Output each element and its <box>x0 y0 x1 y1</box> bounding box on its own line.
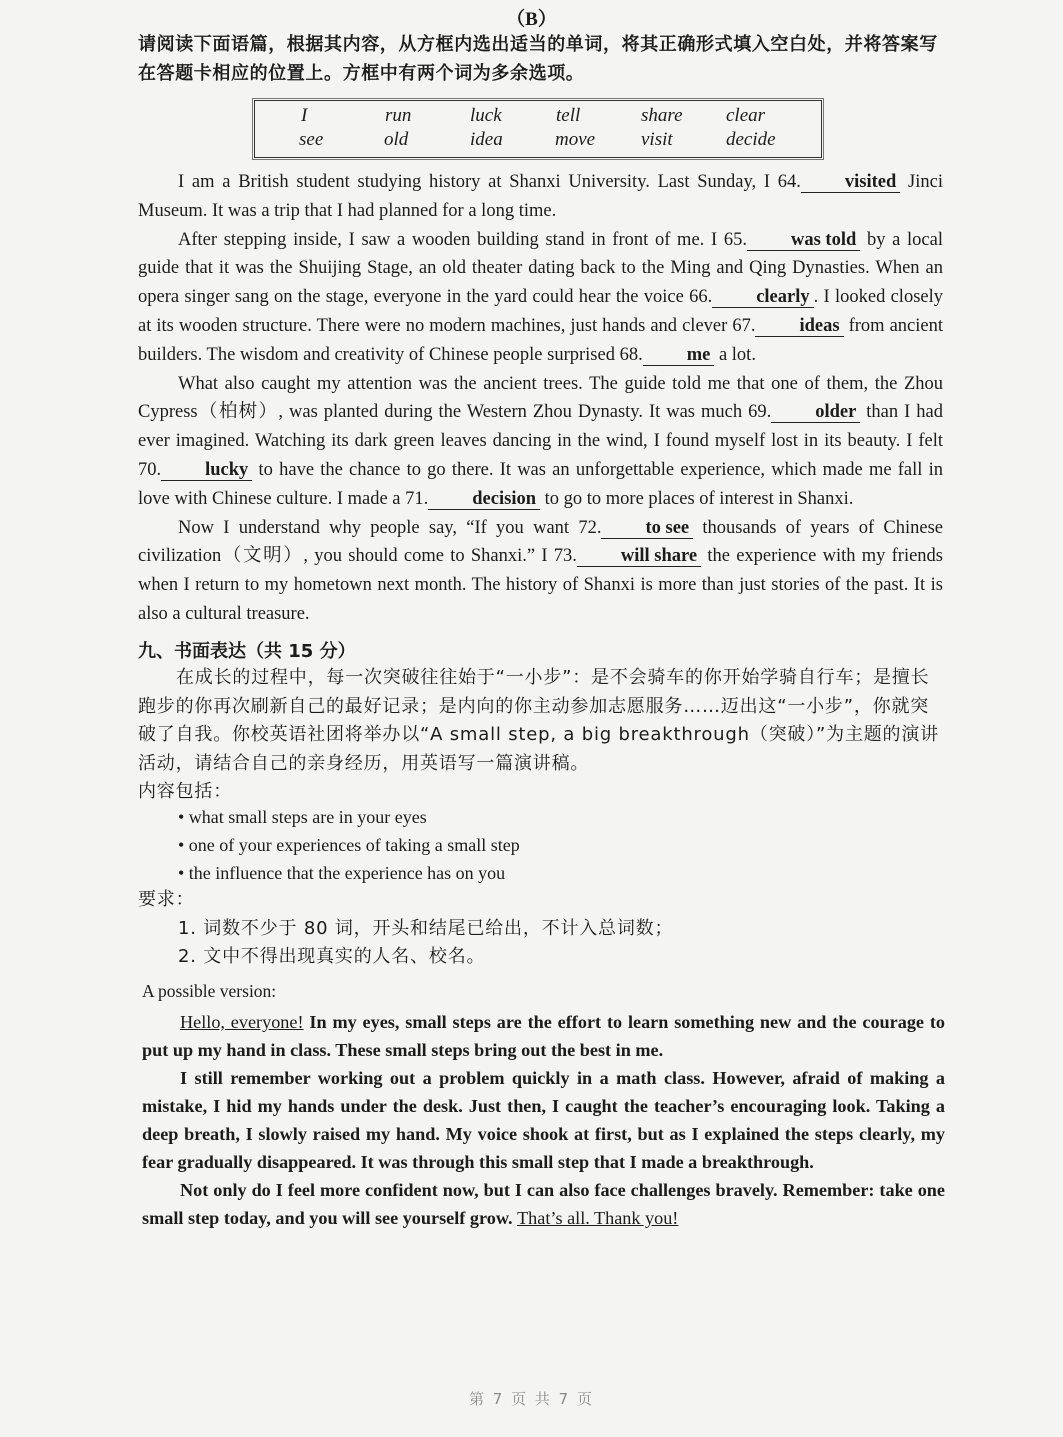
passage-text: I am a British student studying history at Shanxi University. Last Sunday, I 64. <box>178 172 801 192</box>
answer-71: decision <box>428 489 540 510</box>
word-box-item: clear <box>726 105 766 126</box>
passage-text: What also caught my attention was the ancient trees. The guide told me that one of them, the Zhou Cypress（柏树）, was planted during the Western Zhou Dynasty. It was much 69. <box>138 373 943 423</box>
requirement-item: 2. 文中不得出现真实的人名、校名。 <box>178 946 486 967</box>
answer-66: clearly <box>712 287 813 308</box>
content-bullets <box>178 803 520 887</box>
answer-70: lucky <box>161 460 252 481</box>
essay-text: In my eyes, small steps are the effort to learn something new and the courage to put up my hand in class. These small steps bring out the best in me. <box>142 1012 945 1060</box>
passage-text: the experience with my friends when I return to my hometown next month. The history of Shanxi is more than just stories of the past. It is also a cultural treasure. <box>138 546 944 624</box>
essay-opening: Hello, everyone! <box>180 1012 304 1032</box>
passage-paragraph <box>138 514 943 629</box>
page-number: 第 7 页 共 7 页 <box>469 1390 594 1408</box>
word-box-item: visit <box>641 129 673 150</box>
passage-paragraph <box>138 168 943 226</box>
word-box-item: old <box>384 129 409 150</box>
bullet-item: • what small steps are in your eyes <box>178 807 427 827</box>
requirements <box>138 886 943 972</box>
essay-paragraph <box>142 1008 945 1064</box>
answer-69: older <box>771 402 860 423</box>
word-box-item: tell <box>556 105 581 126</box>
instructions: 请阅读下面语篇，根据其内容，从方框内选出适当的单词，将其正确形式填入空白处，并将答案写在答题卡相应的位置上。方框中有两个词为多余选项。 <box>138 34 938 84</box>
writing-section-header: 九、书面表达（共 15 分） <box>138 641 356 662</box>
requirement-item: 1. 词数不少于 80 词，开头和结尾已给出，不计入总词数； <box>178 917 674 939</box>
essay-paragraph <box>142 1176 945 1232</box>
word-box <box>254 100 822 158</box>
passage-paragraph <box>138 370 943 514</box>
answer-65: was told <box>747 230 860 251</box>
word-box-item: share <box>641 105 683 126</box>
reading-passage <box>138 168 943 629</box>
word-box-item: decide <box>726 129 776 150</box>
word-box-item: move <box>555 129 596 150</box>
answer-67: ideas <box>755 316 843 337</box>
passage-text: Jinci Museum. It was a trip that I had planned for a long time. <box>138 172 943 221</box>
passage-text: to have the chance to go there. It was an unforgettable experience, which made me fall in love with Chinese culture. I made a 71. <box>138 459 943 509</box>
answer-64: visited <box>801 172 900 193</box>
passage-paragraph <box>138 226 943 370</box>
passage-text: a lot. <box>714 344 756 365</box>
passage-text: . I looked closely at its wooden structure. There were no modern machines, just hands and clever 67. <box>138 287 943 336</box>
requirements-label: 要求： <box>138 889 195 910</box>
sample-essay <box>142 1008 945 1232</box>
writing-prompt-text: 在成长的过程中，每一次突破往往始于“一小步”：是不会骑车的你开始学骑自行车；是擅长跑步的你再次刷新自己的最好记录；是内向的你主动参加志愿服务……迈出这“一小步”，你就突破了自我。你校英语社团将举办以“A small step, a big breakthrough（突破）”为主题的演讲活动，请结合自己的亲身经历，用英语写一篇演讲稿。 <box>138 667 939 774</box>
word-box-item: I <box>301 105 308 126</box>
bullet-item: • one of your experiences of taking a small step <box>178 835 520 855</box>
answer-68: me <box>643 345 715 366</box>
section-label: （B） <box>506 9 557 30</box>
essay-paragraph: I still remember working out a problem quickly in a math class. However, afraid of making a mistake, I hid my hands under the desk. Just then, I caught the teacher’s encouraging look. Taking a deep breath, I slowly raised my hand. My voice shook at first, but as I explained the steps clearly, my fear gradually disappeared. It was through this small step that I made a breakthrough. <box>142 1068 945 1172</box>
bullet-item: • the influence that the experience has on you <box>178 863 506 883</box>
content-label: 内容包括： <box>138 781 232 802</box>
answer-73: will share <box>577 546 701 567</box>
passage-text: thousands of years of Chinese civilization（文明）, you should come to Shanxi.” I 73. <box>138 517 943 567</box>
essay-closing: That’s all. Thank you! <box>517 1208 679 1228</box>
word-box-item: run <box>385 105 412 126</box>
passage-text: by a local guide that it was the Shuijing Stage, an old theater dating back to the Ming and Qing Dynasties. When an opera singer sang on the stage, everyone in the yard could hear the voice 66. <box>138 229 943 308</box>
word-box-item: luck <box>470 105 502 126</box>
passage-text: to go to more places of interest in Shanxi. <box>540 488 854 509</box>
answer-72: to see <box>601 518 693 539</box>
essay-text: Not only do I feel more confident now, but I can also face challenges bravely. Remember: take one small step today, and you will see yourself grow. <box>142 1180 945 1228</box>
passage-text: than I had ever imagined. Watching its dark green leaves dancing in the wind, I found myself lost in its beauty. I felt 70. <box>138 402 943 480</box>
word-box-item: see <box>299 129 324 150</box>
passage-text: After stepping inside, I saw a wooden building stand in front of me. I 65. <box>178 229 747 250</box>
sample-label: A possible version: <box>142 981 277 1001</box>
passage-text: Now I understand why people say, “If you want 72. <box>178 517 602 538</box>
word-box-item: idea <box>470 129 503 150</box>
passage-text: from ancient builders. The wisdom and creativity of Chinese people surprised 68. <box>138 315 944 365</box>
writing-prompt <box>138 664 943 807</box>
